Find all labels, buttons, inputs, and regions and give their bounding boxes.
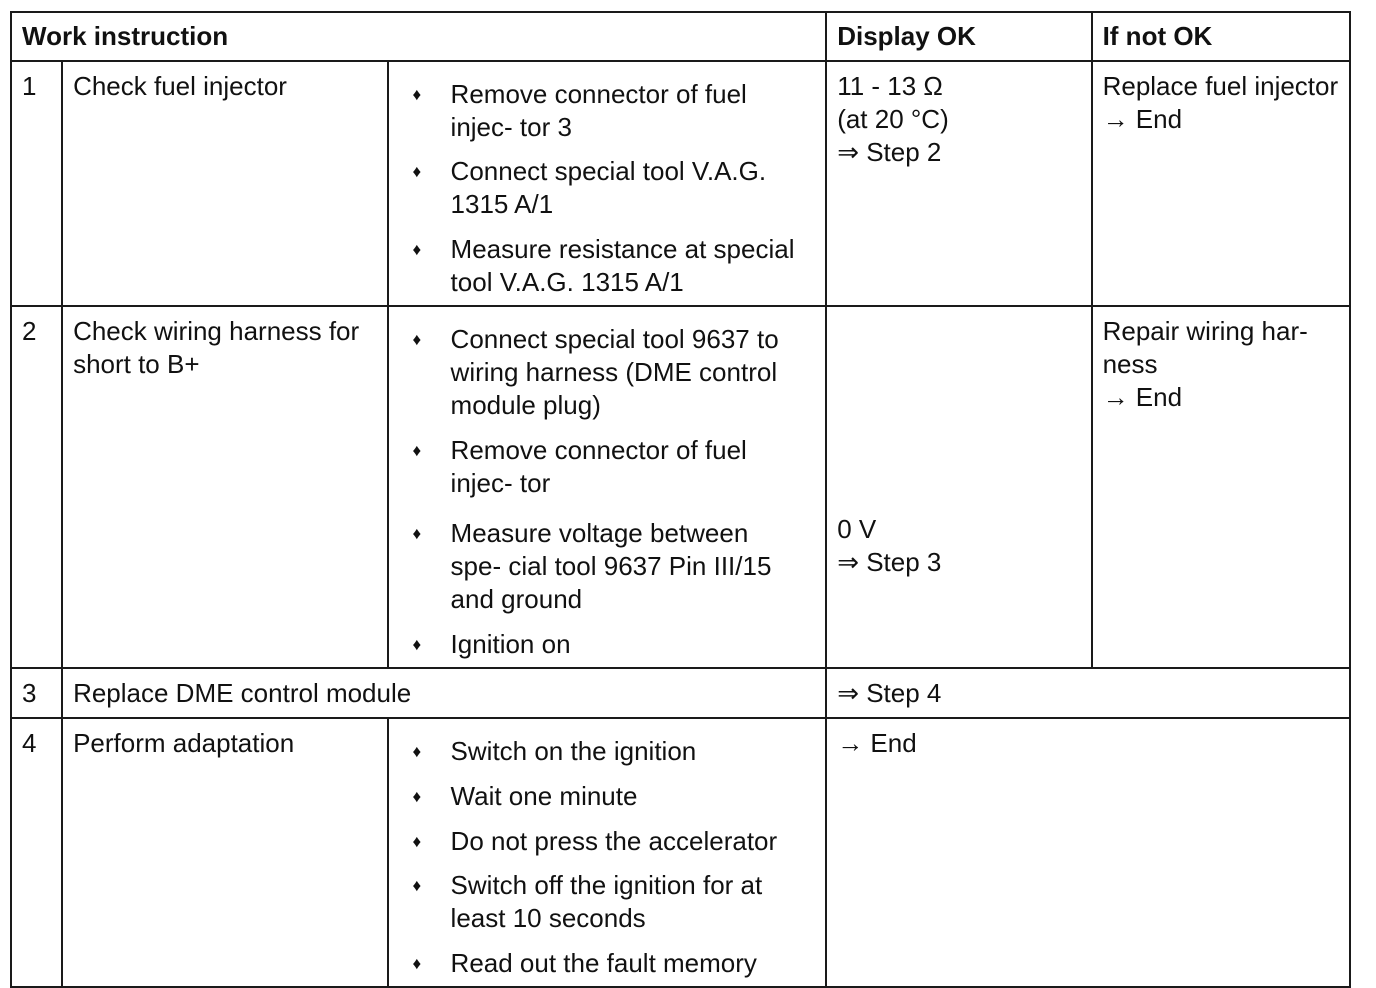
list-item: ♦ Switch on the ignition [412, 736, 697, 766]
diamond-bullet-icon: ♦ [412, 240, 422, 259]
step-task: Check wiring harness for short to B+ [62, 306, 387, 668]
diamond-bullet-icon: ♦ [412, 635, 422, 654]
step-number: 4 [11, 718, 62, 987]
list-item: ♦ Connect special tool V.A.G. 1315 A/1 [412, 156, 767, 219]
step-task: Perform adaptation [62, 718, 387, 987]
list-item: ♦ Ignition on [412, 629, 571, 659]
table-row [11, 306, 1350, 668]
step-task: Replace DME control module [62, 668, 826, 718]
diamond-bullet-icon: ♦ [412, 832, 422, 851]
step-number: 1 [11, 61, 62, 306]
step-instructions [388, 306, 827, 668]
diamond-bullet-icon: ♦ [412, 441, 422, 460]
list-item: ♦ Measure resistance at special tool V.A.G. 1315 A/1 [412, 234, 795, 297]
diamond-bullet-icon: ♦ [412, 85, 422, 104]
if-not-ok-cell [1092, 306, 1350, 668]
if-not-ok-action: Replace fuel injector [1102, 71, 1339, 101]
list-item: ♦ Read out the fault memory [412, 948, 757, 978]
step-number: 3 [11, 668, 62, 718]
display-ok-next: ⇒ Step 4 [837, 678, 942, 708]
if-not-ok-next: → End [1102, 104, 1183, 134]
header-display-ok: Display OK [826, 12, 1091, 61]
table-row [11, 668, 1350, 718]
work-instruction-table [10, 11, 1351, 988]
display-ok-next: ⇒ Step 2 [837, 137, 942, 167]
step-instructions [388, 61, 827, 306]
table-row [11, 718, 1350, 987]
table-header-row [11, 12, 1350, 61]
list-item: ♦ Switch off the ignition for at least 10 seconds [412, 870, 763, 933]
diamond-bullet-icon: ♦ [412, 787, 422, 806]
diamond-bullet-icon: ♦ [412, 876, 422, 895]
list-item: ♦ Do not press the accelerator [412, 826, 778, 856]
display-ok-next: ⇒ Step 3 [837, 547, 942, 577]
display-ok-cell [826, 668, 1350, 718]
display-ok-condition: (at 20 °C) [837, 104, 949, 134]
diamond-bullet-icon: ♦ [412, 524, 422, 543]
list-item: ♦ Remove connector of fuel injec- tor 3 [412, 79, 747, 142]
diamond-bullet-icon: ♦ [412, 742, 422, 761]
display-ok-cell [826, 306, 1091, 668]
display-ok-next: → End [837, 728, 917, 758]
display-ok-cell [826, 61, 1091, 306]
table-row [11, 61, 1350, 306]
display-ok-cell [826, 718, 1350, 987]
header-work-instruction: Work instruction [11, 12, 826, 61]
header-if-not-ok: If not OK [1092, 12, 1350, 61]
step-instructions [388, 718, 827, 987]
if-not-ok-action: Repair wiring har- ness [1102, 316, 1308, 379]
step-number: 2 [11, 306, 62, 668]
display-ok-value: 11 - 13 Ω [837, 71, 943, 101]
diamond-bullet-icon: ♦ [412, 330, 422, 349]
list-item: ♦ Remove connector of fuel injec- tor [412, 435, 747, 498]
display-ok-value: 0 V [837, 514, 877, 544]
diamond-bullet-icon: ♦ [412, 162, 422, 181]
if-not-ok-cell [1092, 61, 1350, 306]
list-item: ♦ Wait one minute [412, 781, 638, 811]
list-item: ♦ Measure voltage between spe- cial tool 9637 Pin III/15 and ground [412, 518, 772, 614]
diamond-bullet-icon: ♦ [412, 954, 422, 973]
step-task: Check fuel injector [62, 61, 387, 306]
if-not-ok-next: → End [1102, 382, 1183, 412]
list-item: ♦ Connect special tool 9637 to wiring harness (DME control module plug) [412, 324, 779, 420]
